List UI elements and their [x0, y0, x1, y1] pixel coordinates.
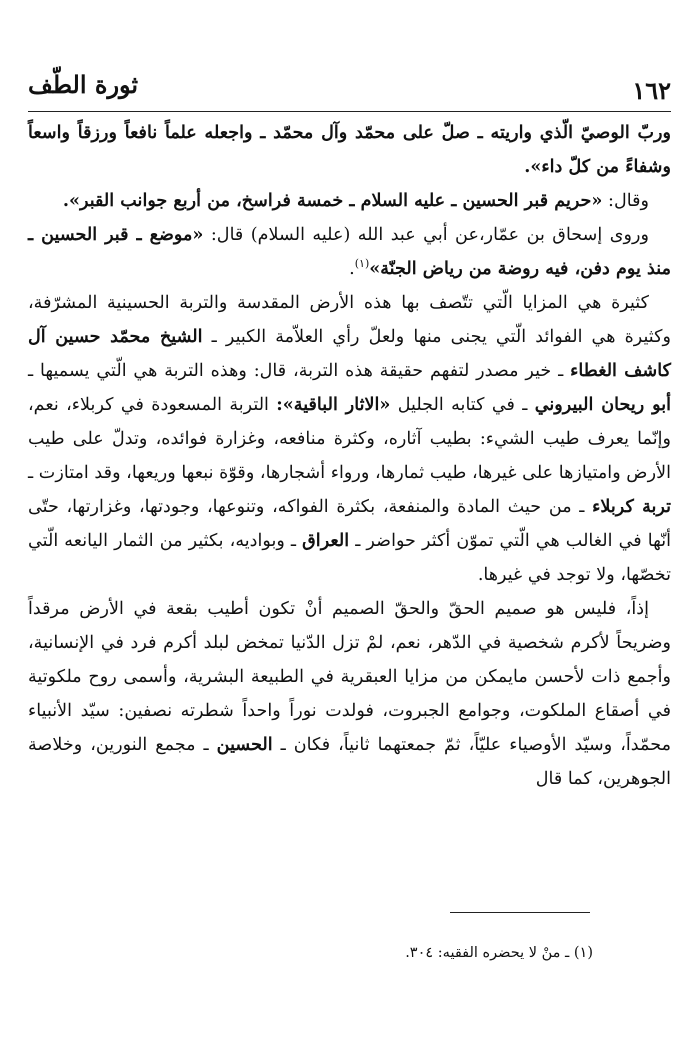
footnote-ref: (١): [354, 257, 370, 271]
paragraph-4-text-2: ـ خير مصدر لتفهم حقيقة هذه التربة، قال: وهذه التربة هي الّتي يسميها ـ: [28, 361, 571, 381]
paragraph-4-text-6: ـ وبواديه، بكثير من الثمار اليانعه الّتي تخصّها، ولا توجد في غيرها.: [28, 531, 671, 585]
main-text: [28, 116, 671, 796]
page-number: ١٦٢: [632, 76, 671, 105]
paragraph-3-intro: وروى إسحاق بن عمّار،عن أبي عبد الله (عليه السلام) قال:: [203, 225, 649, 245]
footnote: (١) ـ منْ لا يحضره الفقيه: ٣٠٤.: [405, 945, 593, 961]
paragraph-4-text-4: التربة المسعودة في كربلاء، نعم، وإنّما يعرف طيب الشيء: بطيب آثاره، وكثرة منافعه، وغزارة فوائده، وتدلّ على طيب الأرض وامتيازها على غيرها، طيب ثمارها، ورواء أشجارها، وقوّة نبعها وريعها، وقد امتازت ـ: [28, 395, 671, 483]
paragraph-5-text-2: ـ مجمع النورين، وخلاصة الجوهرين، كما قال: [28, 735, 671, 789]
paragraph-1-text: وربّ الوصيّ الّذي واريته ـ صلّ على محمّد وآل محمّد ـ واجعله علماً نافعاً ورزقاً واسعاً وشفاءً من كلّ داء».: [28, 122, 671, 177]
paragraph-4-text-3: ـ في كتابه الجليل: [390, 395, 535, 415]
paragraph-2-quote: «حريم قبر الحسين ـ عليه السلام ـ خمسة فراسخ، من أربع جوانب القبر».: [62, 190, 603, 211]
name-al-biruni: أبو ريحان البيروني: [534, 394, 672, 415]
paragraph-4-text-1: كثيرة هي المزايا الّتي تتّصف بها هذه الأرض المقدسة والتربة الحسينية المشرّفة، وكثيرة هي الفوائد الّتي يجنى منها ولعلّ رأي العلاّمة الكبير ـ: [28, 293, 671, 347]
paragraph-3-quote: «موضع ـ قبر الحسين ـ منذ يوم دفن، فيه روضة من رياض الجنّة»: [28, 224, 671, 279]
name-kashif-al-ghita: الشيخ محمّد حسين آل كاشف الغطاء: [28, 326, 672, 381]
paragraph-2-intro: وقال:: [602, 191, 649, 211]
book-title: «الاثار الباقية»:: [276, 394, 391, 415]
term-karbala-soil: تربة كربلاء: [592, 496, 671, 517]
term-iraq: العراق: [302, 530, 350, 551]
paragraph-4: [28, 286, 671, 592]
paragraph-2: [28, 184, 671, 218]
paragraph-5-text-1: إذاً، فليس هو صميم الحقّ والحقّ الصميم أنْ تكون أطيب بقعة في الأرض مرقداً وضريحاً لأكرم شخصية في الدّهر، نعم، لمْ تزل الدّنيا تمخض لبلد أكرم فرد في الإنسانية، وأجمع ذات لأحسن مايمكن من مزايا العبقرية في الطبيعة البشرية، وأسمى روح ملكوتية في أصقاع الملكوت، وجوامع الجبروت، فولدت نوراً واحداً شطرته نصفين: سيّد الأنبياء محمّداً، وسيّد الأوصياء عليّاً، ثمّ جمعتهما ثانياً، فكان ـ: [28, 599, 671, 755]
page-header: [28, 66, 671, 106]
paragraph-3: [28, 218, 671, 286]
footnote-rule: [450, 912, 590, 913]
name-al-husayn: الحسين: [216, 734, 273, 755]
paragraph-1: [28, 116, 671, 184]
paragraph-5: [28, 592, 671, 796]
running-title: ثورة الطّف: [28, 70, 139, 99]
header-rule: [28, 111, 671, 112]
paragraph-3-end: .: [349, 259, 355, 279]
paragraph-4-text-5: ـ من حيث المادة والمنفعة، بكثرة الفواكه، وتنوعها، وجودتها، وغزارتها، حتّى أنّها في الغالب هي الّتي تموّن أكثر حواضر ـ: [28, 497, 671, 551]
